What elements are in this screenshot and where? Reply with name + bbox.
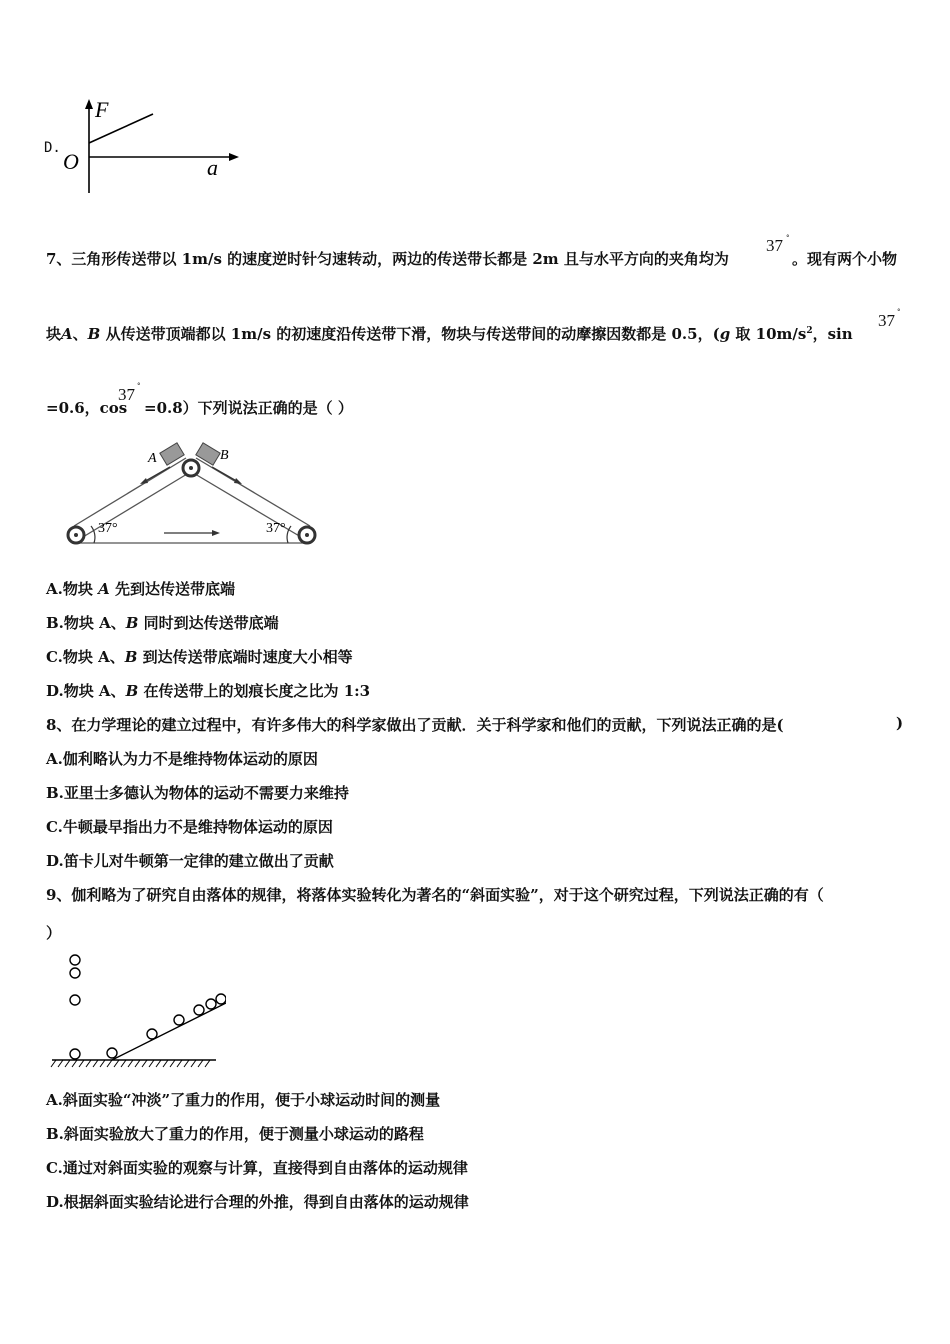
- block-b: [196, 443, 220, 465]
- degree-mark-1: °: [786, 234, 790, 242]
- incline-figure: [46, 950, 226, 1075]
- q7-line-3-end: =0.8）下列说法正确的是（ ）: [144, 399, 353, 417]
- q9-option-b[interactable]: B.斜面实验放大了重力的作用，便于测量小球运动的路程: [46, 1125, 424, 1143]
- falling-ball: [70, 995, 80, 1005]
- rolling-ball: [206, 999, 216, 1009]
- conveyor-figure: [62, 440, 324, 550]
- q7-line-3: =0.6，cos: [46, 399, 128, 417]
- label-a: A: [148, 451, 157, 466]
- q9-option-d[interactable]: D.根据斜面实验结论进行合理的外推，得到自由落体的运动规律: [46, 1193, 469, 1211]
- q9-stem-end: ）: [46, 924, 62, 942]
- angle-37-3: 37: [118, 385, 135, 404]
- rolling-ball: [194, 1005, 204, 1015]
- a-axis-arrow: [229, 153, 239, 161]
- q9-stem: 9、伽利略为了研究自由落体的规律，将落体实验转化为著名的“斜面实验”，对于这个研究过程，下列说法正确的有（: [46, 886, 824, 904]
- falling-balls: [70, 955, 80, 1059]
- degree-mark-3: °: [137, 382, 141, 390]
- q7-line-1-end: 。现有两个小物: [792, 250, 898, 268]
- q8-stem: 8、在力学理论的建立过程中，有许多伟大的科学家做出了贡献．关于科学家和他们的贡献，下列说法正确的是(: [46, 716, 784, 734]
- q8-option-d[interactable]: D.笛卡儿对牛顿第一定律的建立做出了贡献: [46, 852, 334, 870]
- graph-d-label: D.: [44, 140, 61, 156]
- f-axis-label: F: [95, 97, 109, 122]
- rolling-ball: [107, 1048, 117, 1058]
- q7-option-b[interactable]: B.物块 A、B 同时到达传送带底端: [46, 614, 279, 632]
- angle-left-label: 37°: [98, 521, 118, 536]
- angle-37-2: 37: [878, 311, 895, 330]
- q8-option-c[interactable]: C.牛顿最早指出力不是维持物体运动的原因: [46, 818, 333, 836]
- falling-ball: [70, 955, 80, 965]
- angle-arc-left: [91, 526, 95, 543]
- q9-option-c[interactable]: C.通过对斜面实验的观察与计算，直接得到自由落体的运动规律: [46, 1159, 468, 1177]
- incline-line: [112, 1001, 226, 1060]
- angle-37-1: 37: [766, 236, 783, 255]
- graph-d: [55, 95, 255, 200]
- rolling-ball: [174, 1015, 184, 1025]
- ground-hatching: [51, 1060, 210, 1067]
- a-axis-label: a: [207, 155, 218, 180]
- falling-ball: [70, 1049, 80, 1059]
- rolling-balls: [107, 994, 226, 1058]
- q8-option-a[interactable]: A.伽利略认为力不是维持物体运动的原因: [46, 750, 318, 768]
- q7-option-a[interactable]: A.物块 A 先到达传送带底端: [46, 580, 235, 598]
- q8-option-b[interactable]: B.亚里士多德认为物体的运动不需要力来维持: [46, 784, 349, 802]
- rolling-ball: [216, 994, 226, 1004]
- label-b: B: [220, 448, 229, 463]
- q7-option-d[interactable]: D.物块 A、B 在传送带上的划痕长度之比为 1:3: [46, 682, 371, 700]
- angle-right-label: 37°: [266, 521, 286, 536]
- origin-label: O: [63, 149, 79, 174]
- belt-left-bottom: [78, 471, 192, 540]
- q7-line-1: 7、三角形传送带以 1m/s 的速度逆时针匀速转动，两边的传送带长都是 2m 且与水平方向的夹角均为: [46, 250, 729, 268]
- degree-mark-2: °: [897, 308, 901, 316]
- q7-option-c[interactable]: C.物块 A、B 到达传送带底端时速度大小相等: [46, 648, 353, 666]
- rolling-ball: [147, 1029, 157, 1039]
- f-axis-arrow: [85, 99, 93, 109]
- q8-stem-end: ): [896, 714, 904, 732]
- q7-line-2: 块A、B 从传送带顶端都以 1m/s 的初速度沿传送带下滑，物块与传送带间的动摩擦因数都是 0.5，(g 取 $10m/s^2$，sin: [46, 325, 853, 343]
- q9-option-a[interactable]: A.斜面实验“冲淡”了重力的作用，便于小球运动时间的测量: [46, 1091, 441, 1109]
- falling-ball: [70, 968, 80, 978]
